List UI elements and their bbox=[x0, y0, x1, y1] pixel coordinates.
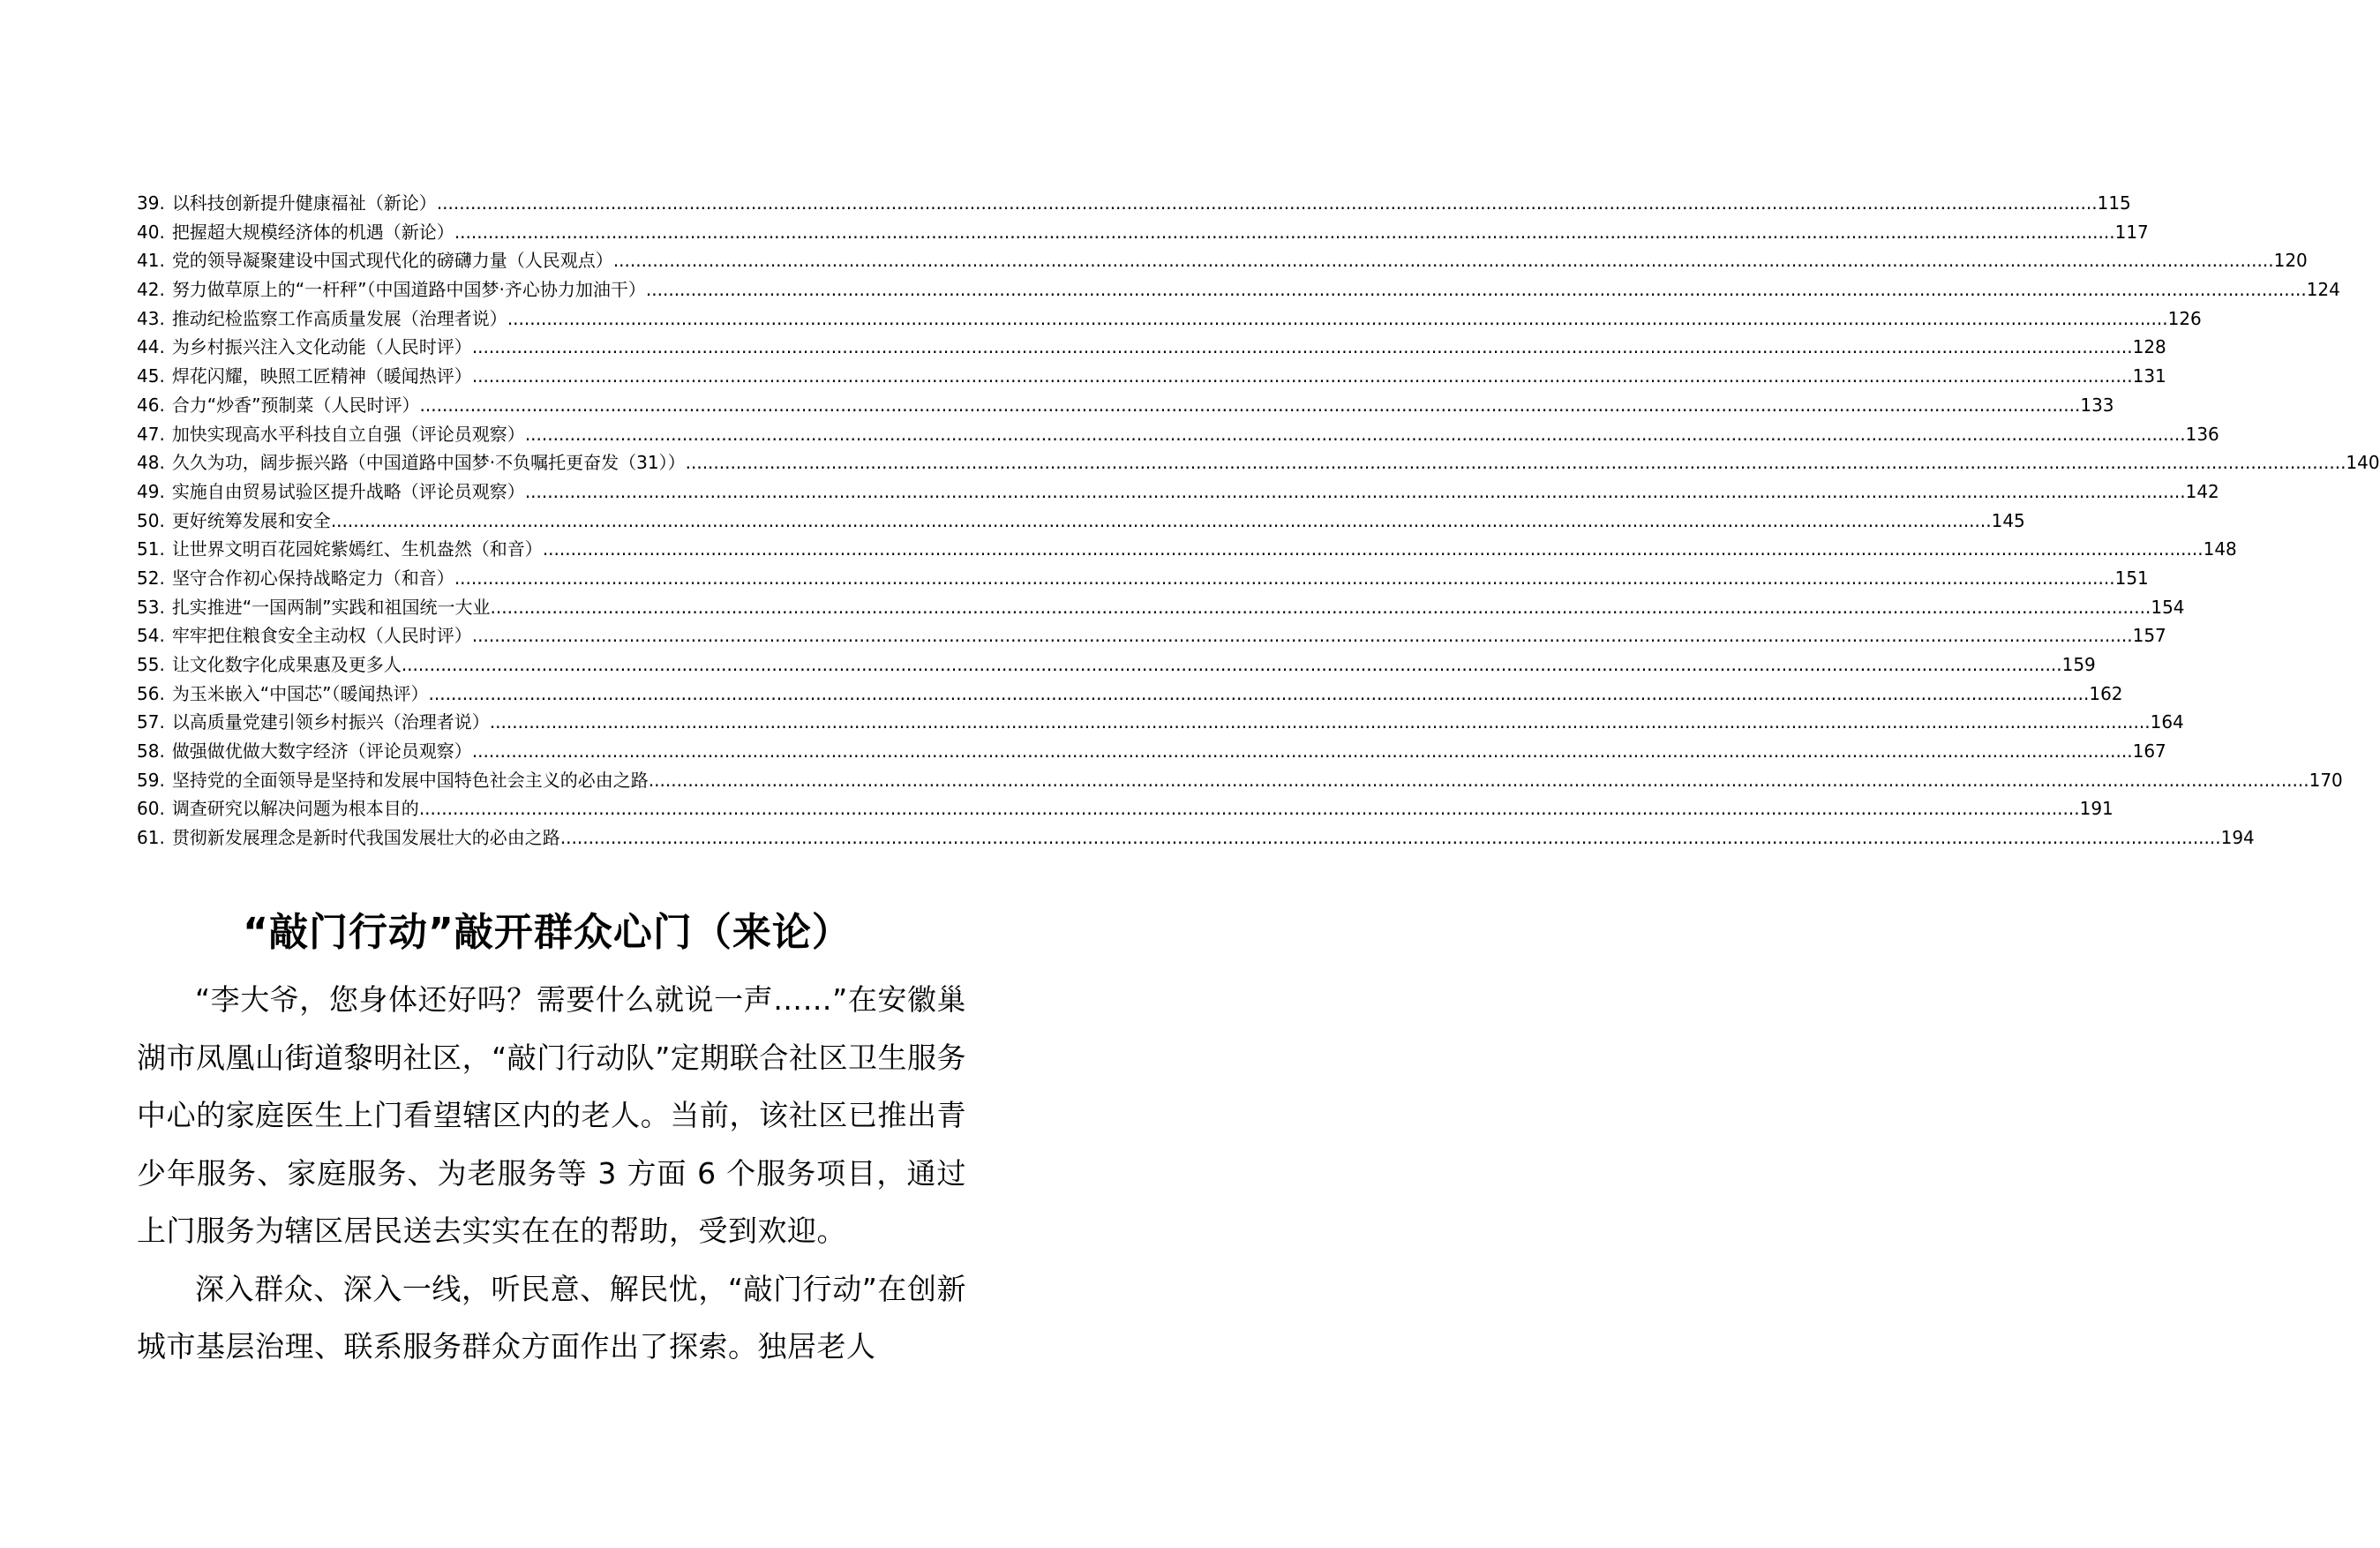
toc-entry[interactable] bbox=[137, 362, 2166, 391]
toc-entry-number: 61. bbox=[137, 827, 165, 849]
table-of-contents bbox=[137, 189, 2380, 853]
toc-entry-title: 加快实现高水平科技自立自强（评论员观察） bbox=[171, 423, 525, 445]
toc-entry-page: 194 bbox=[2220, 827, 2255, 849]
toc-entry-page: 154 bbox=[2151, 596, 2185, 618]
toc-entry-title: 焊花闪耀，映照工匠精神（暖闻热评） bbox=[171, 365, 472, 387]
toc-entry-number: 56. bbox=[137, 682, 165, 704]
toc-leader-dots bbox=[649, 766, 2309, 795]
toc-entry-page: 151 bbox=[2114, 567, 2149, 589]
toc-leader-dots bbox=[419, 794, 2080, 823]
toc-entry-number: 41. bbox=[137, 250, 165, 272]
toc-entry-number: 51. bbox=[137, 538, 165, 560]
toc-entry-page: 136 bbox=[2185, 423, 2219, 445]
toc-entry-number: 45. bbox=[137, 365, 165, 387]
toc-entry-page: 162 bbox=[2089, 682, 2123, 704]
toc-entry-title: 以高质量党建引领乡村振兴（治理者说） bbox=[171, 711, 490, 733]
toc-entry-title: 牢牢把住粮食安全主动权（人民时评） bbox=[171, 625, 472, 647]
toc-entry-title: 做强做优做大数字经济（评论员观察） bbox=[171, 740, 472, 763]
article-body bbox=[137, 971, 966, 1376]
toc-entry-page: 164 bbox=[2150, 711, 2184, 733]
toc-entry-title: 让世界文明百花园姹紫嫣红、生机盎然（和音） bbox=[171, 538, 543, 560]
toc-entry[interactable] bbox=[137, 477, 2219, 507]
toc-leader-dots bbox=[543, 535, 2204, 564]
toc-entry[interactable] bbox=[137, 304, 2202, 334]
toc-entry-page: 191 bbox=[2079, 798, 2113, 820]
toc-entry-title: 以科技创新提升健康福祉（新论） bbox=[171, 192, 437, 214]
toc-leader-dots bbox=[472, 333, 2133, 362]
toc-leader-dots bbox=[525, 477, 2186, 507]
toc-entry[interactable] bbox=[137, 737, 2166, 766]
toc-entry-number: 54. bbox=[137, 625, 165, 647]
toc-entry-title: 实施自由贸易试验区提升战略（评论员观察） bbox=[171, 480, 525, 502]
toc-entry-page: 120 bbox=[2273, 250, 2308, 272]
toc-entry-title: 贯彻新发展理念是新时代我国发展壮大的必由之路 bbox=[171, 827, 560, 849]
toc-entry-page: 148 bbox=[2203, 538, 2237, 560]
toc-entry-number: 50. bbox=[137, 509, 165, 531]
toc-entry-number: 57. bbox=[137, 711, 165, 733]
toc-leader-dots bbox=[613, 246, 2274, 275]
toc-entry-number: 43. bbox=[137, 307, 165, 329]
toc-entry[interactable] bbox=[137, 593, 2185, 622]
toc-entry-page: 157 bbox=[2132, 625, 2166, 647]
toc-entry[interactable] bbox=[137, 246, 2308, 275]
toc-entry-title: 坚持党的全面领导是坚持和发展中国特色社会主义的必由之路 bbox=[171, 769, 649, 791]
toc-entry-number: 60. bbox=[137, 798, 165, 820]
toc-entry-page: 145 bbox=[1991, 509, 2025, 531]
toc-leader-dots bbox=[454, 564, 2115, 593]
toc-entry-page: 117 bbox=[2114, 221, 2149, 243]
toc-entry-title: 推动纪检监察工作高质量发展（治理者说） bbox=[171, 307, 507, 329]
toc-leader-dots bbox=[491, 593, 2151, 622]
toc-leader-dots bbox=[646, 275, 2307, 304]
toc-entry[interactable] bbox=[137, 391, 2114, 420]
toc-entry[interactable] bbox=[137, 448, 2380, 477]
toc-entry[interactable] bbox=[137, 564, 2149, 593]
toc-entry-number: 49. bbox=[137, 480, 165, 502]
toc-entry-number: 59. bbox=[137, 769, 165, 791]
toc-entry-page: 159 bbox=[2061, 654, 2096, 675]
toc-leader-dots bbox=[525, 420, 2186, 449]
toc-entry-page: 167 bbox=[2132, 740, 2166, 763]
article-title: “敲门行动”敲开群众心门（来论） bbox=[243, 910, 852, 956]
toc-leader-dots bbox=[560, 823, 2221, 853]
toc-entry-title: 扎实推进“一国两制”实践和祖国统一大业 bbox=[171, 596, 491, 618]
toc-entry-number: 44. bbox=[137, 336, 165, 358]
toc-entry-title: 合力“炒香”预制菜（人民时评） bbox=[171, 394, 420, 416]
toc-entry-number: 46. bbox=[137, 394, 165, 416]
toc-leader-dots bbox=[490, 708, 2151, 737]
toc-entry-title: 更好统筹发展和安全 bbox=[171, 509, 331, 531]
toc-entry-number: 58. bbox=[137, 740, 165, 763]
toc-entry[interactable] bbox=[137, 189, 2131, 218]
toc-leader-dots bbox=[331, 507, 1992, 536]
toc-entry-number: 48. bbox=[137, 452, 165, 474]
article-paragraph: “李大爷，您身体还好吗？需要什么就说一声……”在安徽巢湖市凤凰山街道黎明社区，“敲门行动队”定期联合社区卫生服务中心的家庭医生上门看望辖区内的老人。当前，该社区已推出青少年服务、家庭服务、为老服务等 3 方面 6 个服务项目，通过上门服务为辖区居民送去实实在在的帮助，受到欢迎。 bbox=[137, 982, 966, 1248]
toc-entry-number: 55. bbox=[137, 654, 165, 675]
toc-entry[interactable] bbox=[137, 507, 2025, 536]
toc-leader-dots bbox=[454, 218, 2115, 247]
toc-entry[interactable] bbox=[137, 766, 2343, 795]
toc-entry-title: 让文化数字化成果惠及更多人 bbox=[171, 654, 402, 675]
toc-leader-dots bbox=[507, 304, 2168, 334]
toc-entry-title: 努力做草原上的“一杆秤”（中国道路中国梦·齐心协力加油干） bbox=[171, 279, 646, 301]
toc-entry-title: 坚守合作初心保持战略定力（和音） bbox=[171, 567, 454, 589]
toc-entry-number: 40. bbox=[137, 221, 165, 243]
toc-entry[interactable] bbox=[137, 275, 2340, 304]
toc-leader-dots bbox=[402, 650, 2062, 680]
toc-entry-title: 把握超大规模经济体的机遇（新论） bbox=[171, 221, 454, 243]
toc-entry-page: 140 bbox=[2346, 452, 2380, 474]
toc-entry[interactable] bbox=[137, 650, 2096, 680]
toc-entry-number: 42. bbox=[137, 279, 165, 301]
toc-entry-page: 131 bbox=[2132, 365, 2166, 387]
toc-entry[interactable] bbox=[137, 218, 2149, 247]
toc-entry[interactable] bbox=[137, 535, 2237, 564]
toc-entry[interactable] bbox=[137, 420, 2219, 449]
toc-entry[interactable] bbox=[137, 680, 2123, 709]
toc-entry-page: 170 bbox=[2309, 769, 2343, 791]
toc-entry[interactable] bbox=[137, 708, 2184, 737]
toc-entry-title: 调查研究以解决问题为根本目的 bbox=[171, 798, 419, 820]
toc-entry[interactable] bbox=[137, 823, 2255, 853]
toc-entry-page: 115 bbox=[2097, 192, 2131, 214]
toc-entry-number: 47. bbox=[137, 423, 165, 445]
toc-leader-dots bbox=[420, 391, 2081, 420]
toc-entry[interactable] bbox=[137, 794, 2113, 823]
toc-leader-dots bbox=[437, 189, 2098, 218]
toc-entry-number: 53. bbox=[137, 596, 165, 618]
toc-leader-dots bbox=[472, 621, 2133, 650]
toc-entry-number: 52. bbox=[137, 567, 165, 589]
toc-entry-title: 久久为功，阔步振兴路（中国道路中国梦·不负嘱托更奋发（31）） bbox=[171, 452, 686, 474]
toc-entry-title: 为玉米嵌入“中国芯”（暖闻热评） bbox=[171, 682, 429, 704]
toc-leader-dots bbox=[686, 448, 2346, 477]
toc-entry-title: 为乡村振兴注入文化动能（人民时评） bbox=[171, 336, 472, 358]
toc-entry-page: 142 bbox=[2185, 480, 2219, 502]
toc-entry-page: 124 bbox=[2306, 279, 2340, 301]
toc-leader-dots bbox=[472, 737, 2133, 766]
toc-entry-number: 39. bbox=[137, 192, 165, 214]
toc-entry-page: 133 bbox=[2080, 394, 2114, 416]
toc-leader-dots bbox=[429, 680, 2090, 709]
toc-entry-title: 党的领导凝聚建设中国式现代化的磅礴力量（人民观点） bbox=[171, 250, 613, 272]
toc-entry[interactable] bbox=[137, 621, 2166, 650]
toc-entry-page: 126 bbox=[2167, 307, 2202, 329]
toc-entry[interactable] bbox=[137, 333, 2166, 362]
toc-entry-page: 128 bbox=[2132, 336, 2166, 358]
article-paragraph: 深入群众、深入一线，听民意、解民忧，“敲门行动”在创新城市基层治理、联系服务群众方面作出了探索。独居老人 bbox=[137, 1271, 966, 1364]
toc-leader-dots bbox=[472, 362, 2133, 391]
